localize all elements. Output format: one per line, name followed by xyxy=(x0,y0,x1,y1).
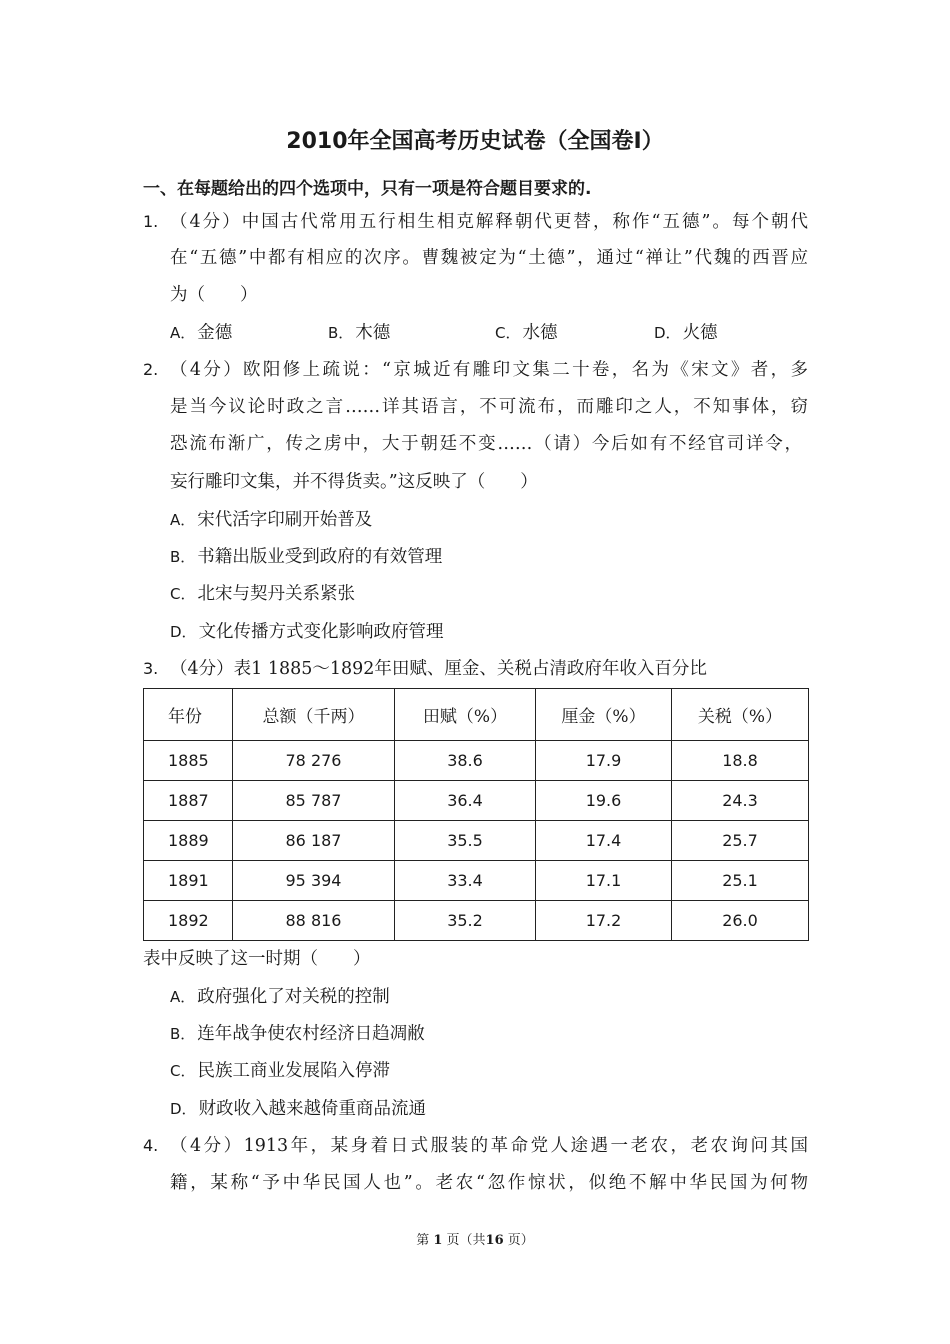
revenue-table xyxy=(143,688,809,941)
question-3-number: 3. xyxy=(143,659,159,678)
table-cell: 86 187 xyxy=(233,821,395,861)
option-letter: C． xyxy=(495,324,521,342)
option-letter: D． xyxy=(654,324,681,342)
question-1-option-a xyxy=(170,321,232,345)
question-2-line: 妄行雕印文集，并不得货卖。”这反映了（ ） xyxy=(170,472,538,492)
table-header-row xyxy=(144,689,809,741)
question-2-option-b xyxy=(170,545,442,569)
option-letter: A． xyxy=(170,324,196,342)
section-heading: 一、在每题给出的四个选项中，只有一项是符合题目要求的. xyxy=(143,179,592,199)
option-text: 民族工商业发展陷入停滞 xyxy=(197,1061,390,1081)
question-3-option-a xyxy=(170,985,390,1009)
table-cell: 17.9 xyxy=(536,741,672,781)
option-text: 政府强化了对关税的控制 xyxy=(197,987,390,1007)
question-2-number: 2. xyxy=(143,360,159,379)
table-header-cell: 总额（千两） xyxy=(233,689,395,741)
table-cell: 1885 xyxy=(144,741,233,781)
option-text: 宋代活字印刷开始普及 xyxy=(197,510,373,530)
question-2-option-c xyxy=(170,582,355,606)
table-cell: 1891 xyxy=(144,861,233,901)
option-text: 水德 xyxy=(522,323,558,343)
question-2-line: 是当今议论时政之言……详其语言，不可流布，而雕印之人，不知事体，窃 xyxy=(170,397,808,417)
question-1-line: （4分）中国古代常用五行相生相克解释朝代更替，称作“五德”。每个朝代 xyxy=(170,212,808,232)
question-4-number: 4. xyxy=(143,1136,159,1155)
table-cell: 88 816 xyxy=(233,901,395,941)
option-letter: B． xyxy=(170,548,196,566)
footer-page-number: 1 xyxy=(433,1233,443,1248)
question-2-option-a xyxy=(170,508,372,532)
table-cell: 33.4 xyxy=(395,861,536,901)
option-text: 木德 xyxy=(355,323,391,343)
question-4-line: 籍，某称“予中华民国人也”。老农“忽作惊状，似绝不解中华民国为何物 xyxy=(170,1173,808,1193)
question-3-option-b xyxy=(170,1022,425,1046)
table-cell: 24.3 xyxy=(672,781,809,821)
question-2-option-d xyxy=(170,620,444,644)
table-cell: 95 394 xyxy=(233,861,395,901)
table-cell: 25.1 xyxy=(672,861,809,901)
table-row xyxy=(144,861,809,901)
option-text: 金德 xyxy=(197,323,233,343)
table-cell: 36.4 xyxy=(395,781,536,821)
question-3-option-c xyxy=(170,1059,390,1083)
table-row xyxy=(144,741,809,781)
question-2-line: （4分）欧阳修上疏说：“京城近有雕印文集二十卷，名为《宋文》者，多 xyxy=(170,360,808,380)
table-row xyxy=(144,901,809,941)
table-cell: 35.5 xyxy=(395,821,536,861)
question-2-line: 恐流布渐广，传之虏中，大于朝廷不变……（请）今后如有不经官司详令， xyxy=(170,434,802,454)
table-header-cell: 田赋（%） xyxy=(395,689,536,741)
table-cell: 38.6 xyxy=(395,741,536,781)
question-4-line: （4分）1913年，某身着日式服装的革命党人途遇一老农，老农询问其国 xyxy=(170,1136,808,1156)
option-letter: C． xyxy=(170,585,196,603)
question-3-after: 表中反映了这一时期（ ） xyxy=(143,949,371,969)
option-letter: A． xyxy=(170,988,196,1006)
option-text: 书籍出版业受到政府的有效管理 xyxy=(197,547,443,567)
table-row xyxy=(144,821,809,861)
option-text: 连年战争使农村经济日趋凋敝 xyxy=(197,1024,425,1044)
option-text: 财政收入越来越倚重商品流通 xyxy=(198,1099,427,1119)
question-3-stem: （4分）表1 1885～1892年田赋、厘金、关税占清政府年收入百分比 xyxy=(170,659,707,679)
table-header-cell: 关税（%） xyxy=(672,689,809,741)
table-cell: 17.1 xyxy=(536,861,672,901)
table-cell: 85 787 xyxy=(233,781,395,821)
question-1-line: 在“五德”中都有相应的次序。曹魏被定为“土德”，通过“禅让”代魏的西晋应 xyxy=(170,248,808,268)
option-letter: B． xyxy=(170,1025,196,1043)
table-cell: 19.6 xyxy=(536,781,672,821)
question-1-option-c xyxy=(495,321,557,345)
option-text: 文化传播方式变化影响政府管理 xyxy=(198,622,444,642)
table-header-cell: 厘金（%） xyxy=(536,689,672,741)
option-letter: C． xyxy=(170,1062,196,1080)
page-title: 2010年全国高考历史试卷（全国卷Ⅰ） xyxy=(286,129,664,154)
footer-suffix: 页） xyxy=(507,1233,534,1248)
footer-middle: 页（共 xyxy=(446,1233,486,1248)
table-cell: 35.2 xyxy=(395,901,536,941)
option-text: 火德 xyxy=(682,323,718,343)
question-1-line: 为（ ） xyxy=(170,285,258,305)
option-letter: D． xyxy=(170,1100,197,1118)
table-header-cell: 年份 xyxy=(144,689,233,741)
question-1-option-d xyxy=(654,321,718,345)
page-footer xyxy=(0,1229,950,1248)
table-cell: 78 276 xyxy=(233,741,395,781)
table-cell: 1887 xyxy=(144,781,233,821)
table-cell: 17.2 xyxy=(536,901,672,941)
option-letter: D． xyxy=(170,623,197,641)
question-3-option-d xyxy=(170,1097,426,1121)
table-cell: 1892 xyxy=(144,901,233,941)
table-cell: 25.7 xyxy=(672,821,809,861)
table-cell: 1889 xyxy=(144,821,233,861)
option-text: 北宋与契丹关系紧张 xyxy=(197,584,355,604)
footer-total-pages: 16 xyxy=(485,1233,504,1248)
table-row xyxy=(144,781,809,821)
option-letter: B． xyxy=(328,324,354,342)
table-cell: 17.4 xyxy=(536,821,672,861)
question-1-option-b xyxy=(328,321,390,345)
footer-prefix: 第 xyxy=(416,1233,430,1248)
table-cell: 18.8 xyxy=(672,741,809,781)
question-1-number: 1. xyxy=(143,212,159,231)
option-letter: A． xyxy=(170,511,196,529)
table-cell: 26.0 xyxy=(672,901,809,941)
